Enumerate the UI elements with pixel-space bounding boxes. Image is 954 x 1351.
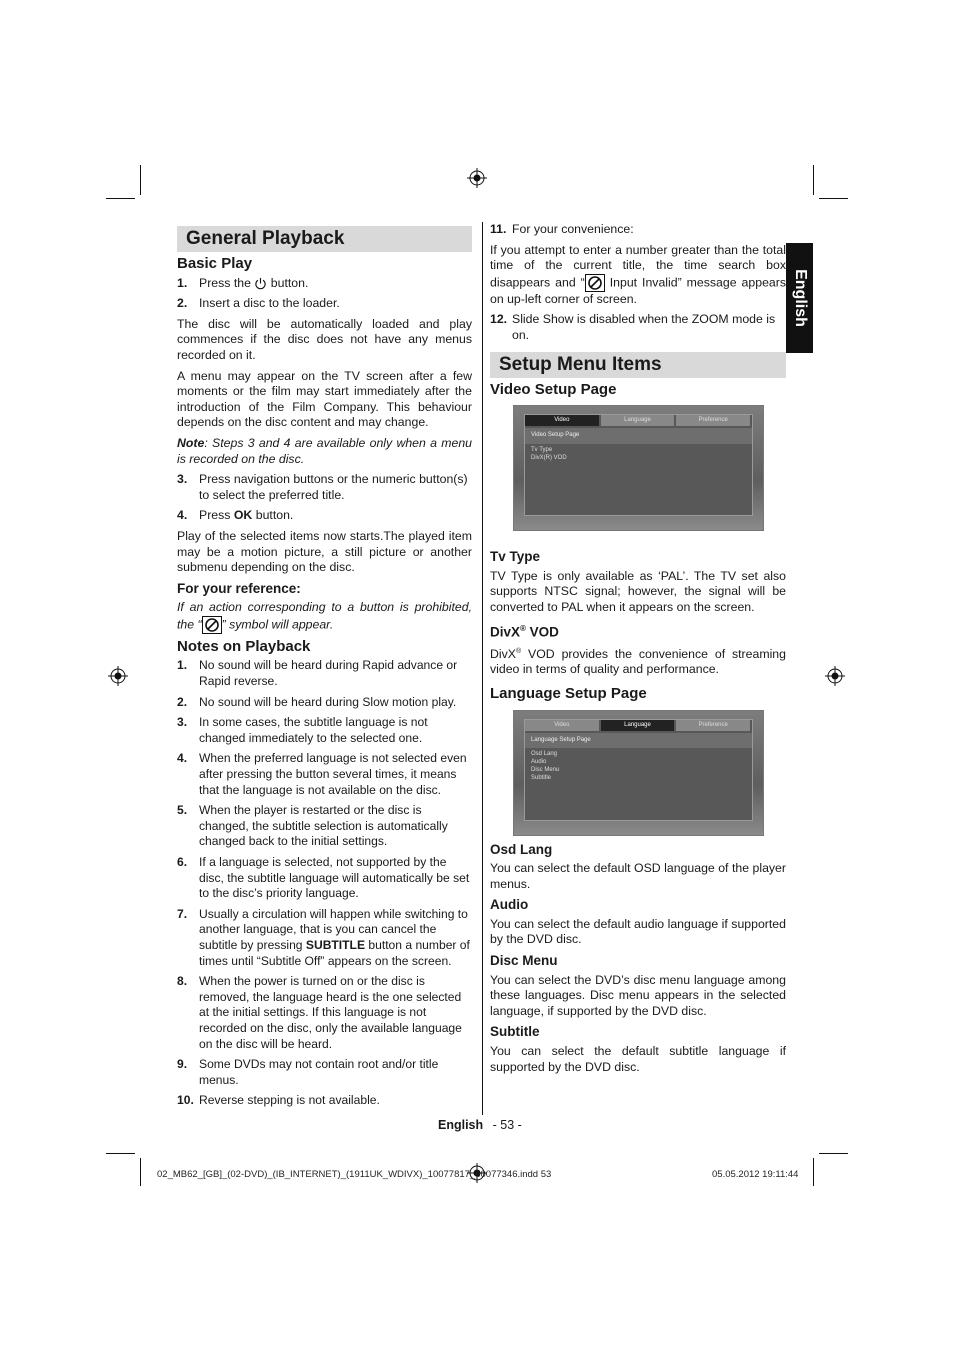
screen-item: Osd Lang [531,751,558,758]
registration-mark-icon [108,666,128,686]
slug-filename: 02_MB62_[GB]_(02-DVD)_(IB_INTERNET)_(1911UK_WDIVX)_10077817_50077346.indd 53 [157,1169,552,1180]
paragraph: You can select the default subtitle language if supported by the DVD disc. [490,1044,786,1074]
screen-tab: Language [601,415,675,426]
list-item: 4. Press OK button. [177,508,294,523]
subtitle-heading: Subtitle [490,1024,540,1040]
list-item: 7. Usually a circulation will happen while switching to another language, that is you can cancel the subtitle by pressing SUBTITLE button a number of times until “Subtitle Off” appears on the screen. [177,906,470,968]
screen-item: DivX(R) VOD [531,454,567,461]
video-setup-screenshot [513,405,764,531]
list-item: 2. Insert a disc to the loader. [177,296,340,311]
prohibited-icon [202,616,222,634]
screen-item: Disc Menu [531,767,560,774]
list-item: 9. Some DVDs may not contain root and/or title menus. [177,1057,439,1087]
crop-mark [813,1158,814,1186]
language-setup-screenshot [513,710,764,836]
page-number: - 53 - [492,1118,522,1132]
paragraph: If you attempt to enter a number greater than the total time of the current title, the time search box disappears and “ Input Invalid” message appears on up-left corner of screen. [490,242,786,306]
registration-mark-icon [467,168,487,188]
crop-mark [106,198,135,199]
screen-tab: Language [601,720,675,731]
page-footer [438,1118,522,1132]
crop-mark [819,198,848,199]
reference-text: If an action corresponding to a button is prohibited, the “ ” symbol will appear. [177,600,472,634]
basic-play-heading: Basic Play [177,255,253,272]
power-icon [254,277,267,290]
left-column [177,226,472,1114]
list-item: 8. When the power is turned on or the disc is removed, the language heard is the one selected at the initial settings. If this language is not recorded on the disc, only the available language on the disc will be heard. [177,974,462,1051]
crop-mark [819,1153,848,1154]
screen-tab: Preference [676,720,750,731]
list-item: 3. In some cases, the subtitle language is not changed immediately to the selected one. [177,715,428,745]
section-title: General Playback [177,226,472,252]
screen-item: Tv Type [531,446,553,453]
note: Note: Steps 3 and 4 are available only when a menu is recorded on the disc. [177,435,472,466]
audio-heading: Audio [490,897,529,913]
list-item: 12. Slide Show is disabled when the ZOOM mode is on. [490,312,776,342]
column-divider [482,222,483,1115]
section-title: Setup Menu Items [490,352,786,378]
list-item: 6. If a language is selected, not supported by the disc, the subtitle language will automatically be set to the disc’s priority language. [177,855,470,901]
disc-menu-heading: Disc Menu [490,953,558,969]
list-item: 2. No sound will be heard during Slow motion play. [177,694,457,709]
paragraph: DivX® VOD provides the convenience of streaming video in terms of quality and performance. [490,646,786,677]
footer-language: English [438,1118,484,1132]
screen-title: Language Setup Page [525,733,752,749]
list-item: 5. When the player is restarted or the disc is changed, the subtitle selection is automatically changed back to the initial settings. [177,803,448,849]
screen-tab: Video [525,415,599,426]
registration-mark-icon [825,666,845,686]
video-setup-heading: Video Setup Page [490,380,617,398]
list-item: 1. No sound will be heard during Rapid advance or Rapid reverse. [177,658,458,689]
screen-item: Audio [531,759,547,766]
paragraph: You can select the DVD’s disc menu language among these languages. Disc menu appears in the selected language, if supported by the DVD disc. [490,972,786,1018]
crop-mark [140,165,141,195]
paragraph: TV Type is only available as ‘PAL’. The TV set also supports NTSC signal; however, the signal will be converted to PAL when it appears on the screen. [490,568,786,614]
paragraph: You can select the default OSD language of the player menus. [490,861,786,891]
screen-tab: Preference [676,415,750,426]
right-column [490,222,786,1080]
paragraph: Play of the selected items now starts.The played item may be a motion picture, a still picture or another submenu depending on the disc. [177,528,472,575]
list-item: 10. Reverse stepping is not available. [177,1093,380,1108]
crop-mark [813,165,814,195]
paragraph: A menu may appear on the TV screen after a few moments or the film may start immediately after the introduction of the Film Company. This behaviour depends on the disc content and may change. [177,368,472,430]
screen-tab: Video [525,720,599,731]
osd-lang-heading: Osd Lang [490,841,553,857]
screen-item: Subtitle [531,775,552,782]
crop-mark [106,1153,135,1154]
screen-title: Video Setup Page [525,428,752,444]
list-item: 3. Press navigation buttons or the numeric button(s) to select the preferred title. [177,472,468,502]
tv-type-heading: Tv Type [490,549,541,565]
list-item: 4. When the preferred language is not selected even after pressing the button several times, it means that the language is not available on the disc. [177,751,467,797]
paragraph: You can select the default audio language if supported by the DVD disc. [490,916,786,947]
language-side-tab [786,243,813,353]
language-setup-heading: Language Setup Page [490,684,647,702]
prohibited-icon [585,274,605,292]
list-item: 11. For your convenience: [490,222,634,236]
slug-date: 05.05.2012 19:11:44 [712,1169,799,1180]
paragraph: The disc will be automatically loaded and play commences if the disc does not have any menus recorded on it. [177,316,472,362]
reference-heading: For your reference: [177,580,301,596]
notes-heading: Notes on Playback [177,637,311,655]
crop-mark [140,1158,141,1186]
side-tab-label: English [791,269,809,327]
divx-heading: DivX® VOD [490,623,559,640]
list-item: 1. Press the button. [177,275,309,290]
